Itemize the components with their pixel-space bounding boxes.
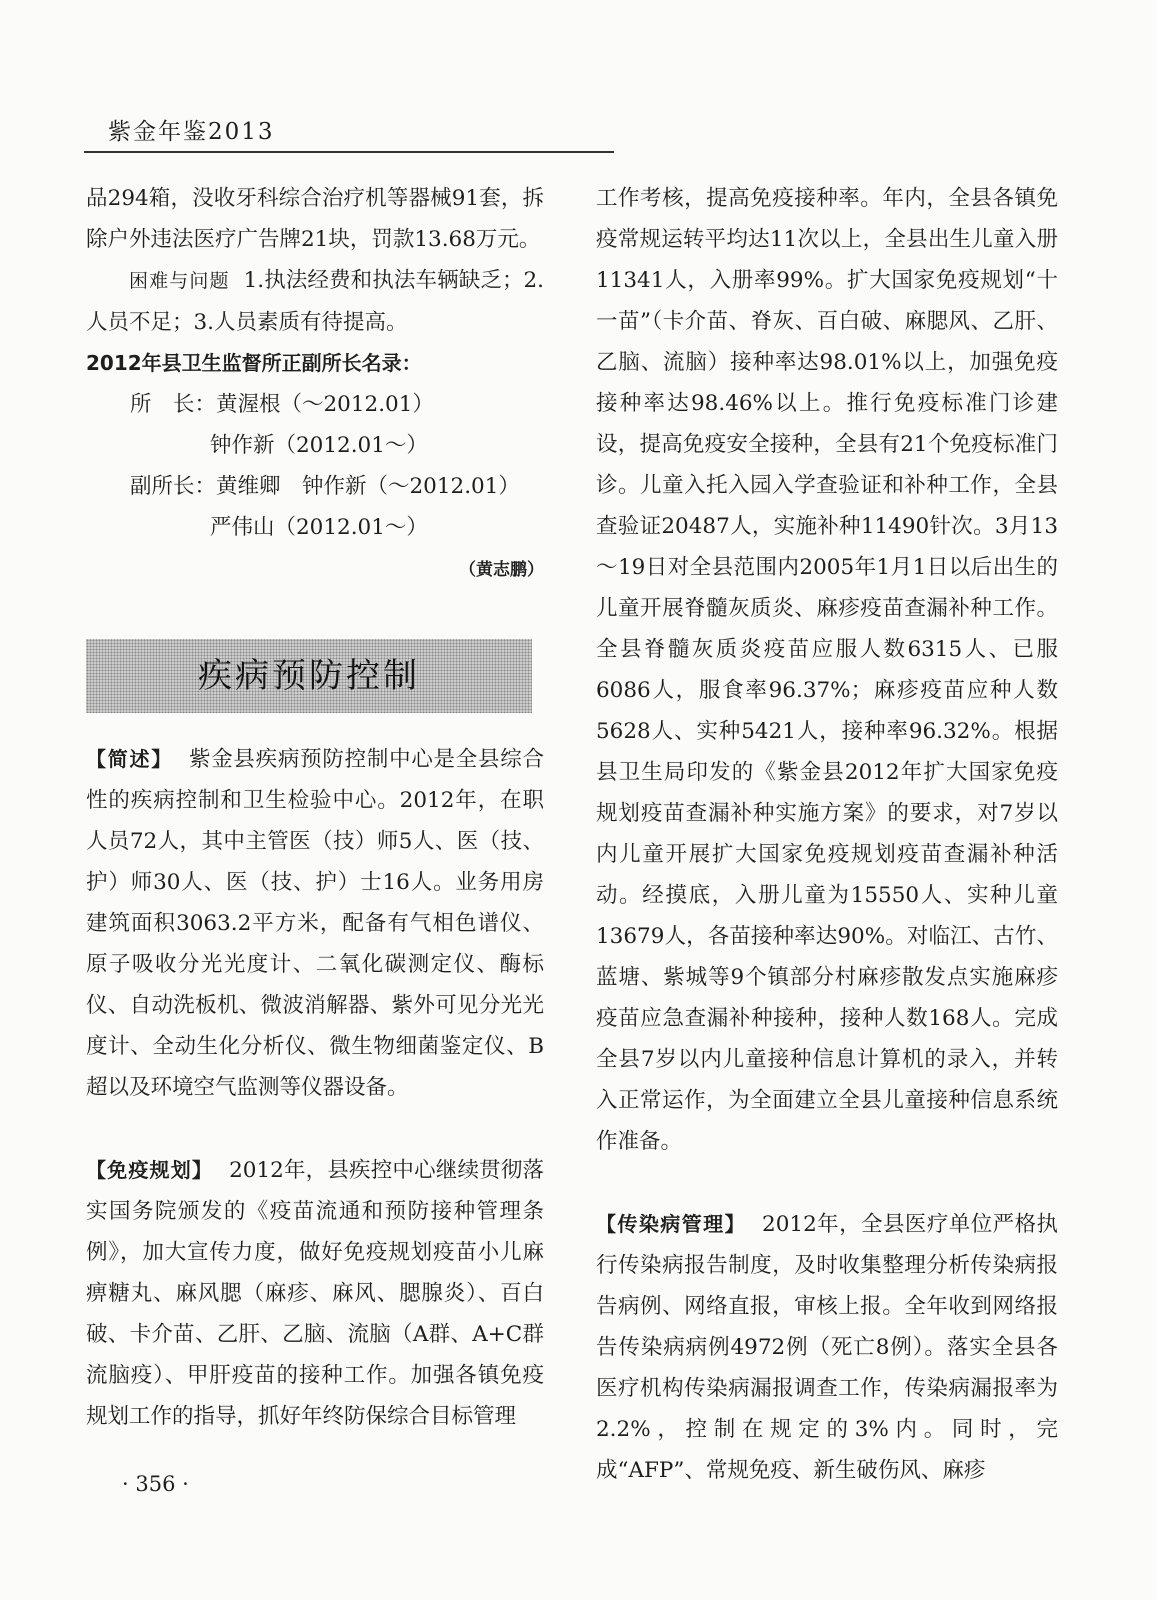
immunization-text: 2012年，县疾控中心继续贯彻落实国务院颁发的《疫苗流通和预防接种管理条例》，加大宣传力度，做好免疫规划疫苗小儿麻痹糖丸、麻风腮（麻疹、麻风、腮腺炎）、百白破、卡介苗、乙肝、乙脑、流脑（A群、A+C群流脑疫）、甲肝疫苗的接种工作。加强各镇免疫规划工作的指导，抓好年终防保综合目标管理 bbox=[86, 1158, 544, 1429]
infectious-disease-text: 2012年，全县医疗单位严格执行传染病报告制度，及时收集整理分析传染病报告病例、网络直报，审核上报。全年收到网络报告传染病病例4972例（死亡8例）。落实全县各医疗机构传染病漏报调查工作，传染病漏报率为2.2%，控制在规定的3%内。同时，完成“AFP”、常规免疫、新生破伤风、麻疹 bbox=[596, 1212, 1059, 1483]
difficulties-label: 困难与问题 bbox=[129, 270, 230, 292]
running-title: 紫金年鉴2013 bbox=[108, 119, 275, 145]
section-banner: 疾病预防控制 bbox=[86, 639, 532, 713]
roster-line: 钟作新（2012.01～） bbox=[210, 433, 428, 458]
author-credit: （黄志鹏） bbox=[459, 560, 544, 580]
overview-text: 紫金县疾病预防控制中心是全县综合性的疾病控制和卫生检验中心。2012年，在职人员72人，其中主管医（技）师5人、医（技、护）师30人、医（技、护）士16人。业务用房建筑面积3063.2平方米，配备有气相色谱仪、原子吸收分光光度计、二氧化碳测定仪、酶标仪、自动洗板机、微波消解器、紫外可见分光光度计、全动生化分析仪、微生物细菌鉴定仪、B超以及环境空气监测等仪器设备。 bbox=[86, 747, 544, 1100]
roster-line: 副所长：黄维卿 钟作新（～2012.01） bbox=[130, 474, 520, 499]
difficulties-text: 1.执法经费和执法车辆缺乏；2.人员不足；3.人员素质有待提高。 bbox=[86, 268, 544, 335]
section-label-overview: 【简述】 bbox=[86, 747, 173, 771]
paragraph-fines: 品294箱，没收牙科综合治疗机等器械91套，拆除户外违法医疗广告牌21块，罚款13.68万元。 bbox=[86, 186, 544, 252]
section-label-infectious-disease: 【传染病管理】 bbox=[596, 1212, 747, 1236]
page-number: · 356 · bbox=[122, 1472, 189, 1496]
header-rule bbox=[84, 151, 614, 153]
section-infectious-disease bbox=[596, 1204, 1058, 1491]
roster-line: 所 长：黄渥根（～2012.01） bbox=[130, 392, 434, 417]
section-overview bbox=[86, 739, 544, 1108]
roster-line: 严伟山（2012.01～） bbox=[210, 515, 428, 540]
roster-title: 2012年县卫生监督所正副所长名录： bbox=[86, 351, 422, 375]
paragraph-immunization-cont: 工作考核，提高免疫接种率。年内，全县各镇免疫常规运转平均达11次以上，全县出生儿童入册11341人，入册率99%。扩大国家免疫规划“十一苗”（卡介苗、脊灰、百白破、麻腮风、乙肝、乙脑、流脑）接种率达98.01%以上，加强免疫接种率达98.46%以上。推行免疫标准门诊建设，提高免疫安全接种，全县有21个免疫标准门诊。儿童入托入园入学查验证和补种工作，全县查验证20487人，实施补种11490针次。3月13～19日对全县范围内2005年1月1日以后出生的儿童开展脊髓灰质炎、麻疹疫苗查漏补种工作。全县脊髓灰质炎疫苗应服人数6315人、已服6086人，服食率96.37%；麻疹疫苗应种人数5628人、实种5421人，接种率96.32%。根据县卫生局印发的《紫金县2012年扩大国家免疫规划疫苗查漏补种实施方案》的要求，对7岁以内儿童开展扩大国家免疫规划疫苗查漏补种活动。经摸底，入册儿童为15550人、实种儿童13679人，各苗接种率达90%。对临江、古竹、蓝塘、紫城等9个镇部分村麻疹散发点实施麻疹疫苗应急查漏补种接种，接种人数168人。完成全县7岁以内儿童接种信息计算机的录入，并转入正常运作，为全面建立全县儿童接种信息系统作准备。 bbox=[596, 186, 1058, 1154]
left-column bbox=[86, 178, 544, 1437]
right-column bbox=[596, 178, 1058, 1491]
section-immunization bbox=[86, 1150, 544, 1437]
paragraph-difficulties bbox=[86, 260, 544, 343]
section-label-immunization: 【免疫规划】 bbox=[86, 1158, 214, 1182]
